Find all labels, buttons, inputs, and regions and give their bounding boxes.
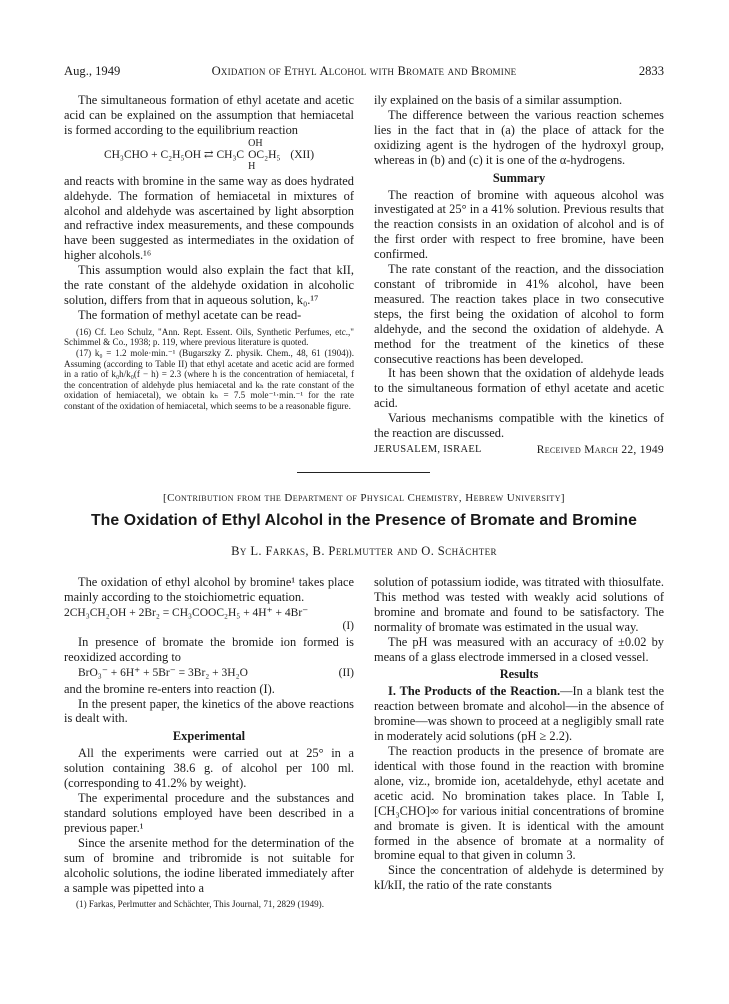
summary-heading: Summary xyxy=(492,170,546,185)
paragraph: The pH was measured with an accuracy of ±0.02 by means of a glass electrode immersed in a closed vessel. xyxy=(374,634,664,664)
paragraph: It has been shown that the oxidation of aldehyde leads to the simultaneous formation of ethyl acetate and acetic acid. xyxy=(374,366,664,411)
footnote-17: (17) k₀ = 1.2 mole·min.⁻¹ (Bugarszky Z. physik. Chem., 48, 61 (1904)). Assuming (according to Table II) that ethyl acetate and acetic acid are formed in a ratio of k₀h/k₀(f − h) = 2.3 (where h is the concentration of hemiacetal, f the concentration of aldehyde plus hemiacetal and kₕ the rate constant of the oxidation of hemiacetal), we obtain kₕ = 7.5 mole⁻¹·min.⁻¹ for the rate constant of the oxidation of hemiacetal, which seems to be a reasonable figure. xyxy=(64,347,354,411)
equation-body: 2CH₃CH₂OH + 2Br₂ = CH₃COOC₂H₅ + 4H⁺ + 4Br⁻ xyxy=(64,606,309,619)
page-header xyxy=(64,64,664,80)
paragraph: The oxidation of ethyl alcohol by bromine¹ takes place mainly according to the stoichiometric equation. xyxy=(64,575,354,604)
left-column-bottom xyxy=(64,575,354,910)
running-title: Oxidation of Ethyl Alcohol with Bromate and Bromine xyxy=(211,64,517,78)
paragraph: The reaction of bromine with aqueous alcohol was investigated at 25° in a 41% solution. Previous results that the reaction consists in an oxidation of alcohol and is of the first order with respect to free bromine, have been confirmed. xyxy=(374,187,664,262)
paragraph: The formation of methyl acetate can be read- xyxy=(78,307,302,322)
equation-lhs: CH₃CHO + C₂H₅OH ⇄ CH₃C xyxy=(103,148,245,161)
paragraph: The difference between the various reaction schemes lies in the fact that in (a) the place of attack for the oxidizing agent is the hydrogen of the hydroxyl group, whereas in (b) and (c) it is one of the α-hydrogens. xyxy=(374,107,664,167)
equation-number: (XII) xyxy=(290,148,315,161)
received-date: Received March 22, 1949 xyxy=(536,443,664,456)
equation-number: (II) xyxy=(338,666,354,679)
equation-substituents xyxy=(248,139,280,172)
paragraph: The experimental procedure and the substances and standard solutions employed have been described in a previous paper.¹ xyxy=(64,791,354,835)
header-date: Aug., 1949 xyxy=(64,64,121,78)
article-authors: By L. Farkas, B. Perlmutter and O. Schächter xyxy=(231,544,497,558)
paragraph: This assumption would also explain the fact that kII, the rate constant of the aldehyde oxidation in alcoholic solution, differs from that in aqueous solution, k₀.¹⁷ xyxy=(64,263,354,307)
paragraph: solution of potassium iodide, was titrated with thiosulfate. This method was tested with weakly acid solutions of bromine and bromate and found to be satisfactory. The normality of bromate was estimated in the usual way. xyxy=(374,575,664,634)
paragraph: and reacts with bromine in the same way as does hydrated aldehyde. The formation of hemiacetal in mixtures of alcohol and aldehyde was ascertained by light absorption and refractive index measurements, and these compounds have been suggested as intermediates in the oxidation of higher alcohols.¹⁶ xyxy=(64,173,354,263)
contribution-line xyxy=(64,492,664,504)
footnotes xyxy=(64,899,354,910)
signature-line xyxy=(374,443,664,458)
results-text: —In a blank test the reaction between bromate and alcohol—in the absence of bromine—was shown to proceed at a negligibly small rate in moderately acid solutions (pH ≥ 2.2). xyxy=(374,684,664,744)
footnote-16: (16) Cf. Leo Schulz, "Ann. Rept. Essent. Oils, Synthetic Perfumes, etc.," Schimmel & Co., 1938; p. 119, where previous literature is quoted. xyxy=(64,326,354,348)
paragraph: The reaction products in the presence of bromate are identical with those found in the reaction with bromine alone, viz., bromide ion, acetaldehyde, ethyl acetate and acetic acid. No bromination takes place. In Table I, [CH₃CHO]∞ for various initial concentrations of bromine and bromate is given. It is identical with the amount formed in the absence of bromate at a normality of bromine equal to that given in column 3. xyxy=(374,744,664,863)
left-column-top xyxy=(64,93,354,412)
equation-i-number-row xyxy=(64,620,354,633)
paragraph: and the bromine re-enters into reaction (I). xyxy=(64,681,275,696)
page-number: 2833 xyxy=(638,64,664,78)
footnotes xyxy=(64,327,354,412)
equation-xii xyxy=(64,139,354,172)
equation-body: BrO₃⁻ + 6H⁺ + 5Br⁻ = 3Br₂ + 3H₂O xyxy=(78,666,248,679)
experimental-heading: Experimental xyxy=(172,729,246,744)
substituent-oc2h5: OC₂H₅ xyxy=(248,148,281,161)
section-divider xyxy=(297,472,430,473)
paragraph: The simultaneous formation of ethyl acetate and acetic acid can be explained on the assumption that hemiacetal is formed according to the equilibrium reaction xyxy=(64,93,354,137)
paragraph: All the experiments were carried out at 25° in a solution containing 38.6 g. of alcohol per 100 ml. (corresponding to 41.2% by weight). xyxy=(64,746,354,791)
paragraph: ily explained on the basis of a similar assumption. xyxy=(374,93,623,107)
signature-place: JERUSALEM, ISRAEL xyxy=(374,443,482,455)
contrib-department: Department of Physical Chemistry, Hebrew University xyxy=(284,492,561,504)
right-column-top xyxy=(374,93,664,458)
paragraph: Various mechanisms compatible with the kinetics of the reaction are discussed. xyxy=(374,411,664,441)
paragraph: In presence of bromate the bromide ion formed is reoxidized according to xyxy=(64,634,354,664)
footnote-1: (1) Farkas, Perlmutter and Schächter, This Journal, 71, 2829 (1949). xyxy=(76,899,324,910)
substituent-h: H xyxy=(248,160,256,172)
contrib-prefix: [Contribution from the xyxy=(163,492,285,504)
equation-i xyxy=(64,607,354,620)
equation-number: (I) xyxy=(342,619,354,632)
equation-ii xyxy=(64,667,354,680)
results-heading: Results xyxy=(499,667,539,682)
paragraph: Since the concentration of aldehyde is determined by kI/kII, the ratio of the rate constants xyxy=(374,863,664,893)
article-title: The Oxidation of Ethyl Alcohol in the Presence of Bromate and Bromine xyxy=(90,512,638,529)
right-column-bottom xyxy=(374,575,664,893)
results-section-lead: I. The Products of the Reaction. xyxy=(388,684,561,699)
paragraph: In the present paper, the kinetics of the above reactions is dealt with. xyxy=(64,696,354,726)
paragraph xyxy=(374,684,664,744)
paragraph: The rate constant of the reaction, and the dissociation constant of tribromide in 41% alcohol, have been measured. The reaction takes place in two consecutive steps, the first being the oxidation of alcohol to form aldehyde, and the second the oxidation of aldehyde. A method for the treatment of the kinetics of these consecutive reactions has been developed. xyxy=(374,262,664,366)
contrib-suffix: ] xyxy=(560,492,565,504)
substituent-oh: OH xyxy=(248,137,263,149)
paragraph: Since the arsenite method for the determination of the sum of bromine and tribromide is not suitable for alcoholic solutions, the iodine liberated immediately after a sample was pipetted into a xyxy=(64,835,354,895)
